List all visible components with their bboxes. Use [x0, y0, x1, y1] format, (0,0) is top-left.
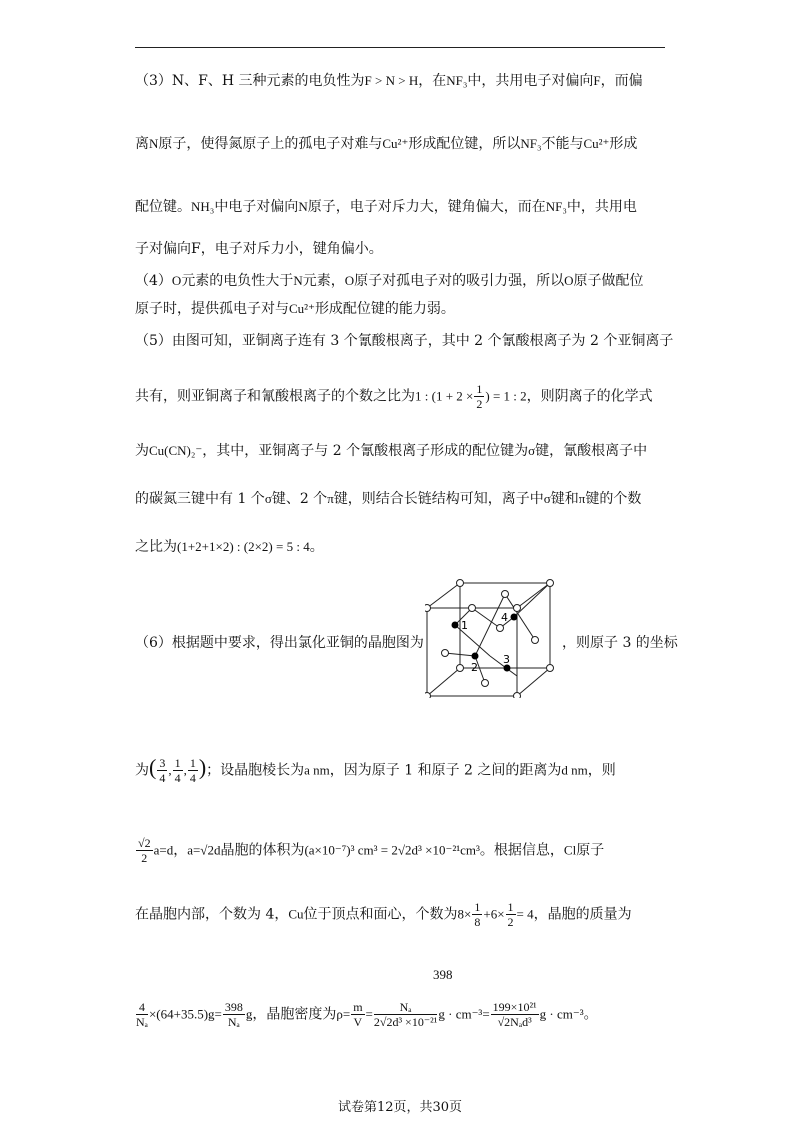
para5-line4: 的碳氮三键中有 1 个σ键、2 个π键，则结合长链结构可知，离子中σ键和π键的个数 [135, 491, 642, 507]
page-footer: 试卷第12页，共30页 [337, 1100, 463, 1115]
para6-line2: 为( $\frac{3}{4}$ , $\frac{1}{4}$ , $\frac{1}{4}$ )；设晶胞棱长为a nm，因为原子 1 和原子 2 之间的距离为d nm，则 [135, 754, 616, 785]
para4-line2: 原子时，提供孤电子对与Cu²⁺形成配位键的能力弱。 [135, 301, 455, 317]
para6-line5: $\frac{4}{\text{Nₐ}}$ ×(64+35.5)g= $\frac{398}{\text{Nₐ}}$ g，晶胞密度为ρ= $\frac{m}{V}$ = $\frac{\text{Nₐ}}{\text{2√2d³ ×10⁻²¹}}$ g · cm⁻³= $\frac{\text{199×10²¹}}{\text{√2Nₐd³}}$ g · cm⁻³。 [136, 1000, 598, 1029]
header-rule [135, 47, 665, 48]
atom-1 [452, 622, 459, 629]
atom-label-4: 4 [501, 611, 508, 624]
para5-line3: 为Cu(CN)₂⁻，其中，亚铜离子与 2 个氰酸根离子形成的配位键为σ键，氰酸根离子中 [135, 443, 648, 459]
atom-label-1: 1 [461, 619, 468, 632]
para5-line1: （5）由图可知，亚铜离子连有 3 个氰酸根离子，其中 2 个氰酸根离子为 2 个亚铜离子 [135, 333, 674, 349]
atom-4 [511, 614, 518, 621]
para6-line1a: （6）根据题中要求，得出氯化亚铜的晶胞图为 [135, 635, 424, 651]
atom-label-2: 2 [471, 661, 478, 674]
para3-line2: 离N原子，使得氮原子上的孤电子对难与Cu²⁺形成配位键，所以NF₃不能与Cu²⁺形成 [135, 136, 638, 152]
para3-line3: 配位键。NH₃中电子对偏向N原子，电子对斥力大，键角偏大，而在NF₃中，共用电 [135, 199, 637, 215]
atom-2 [472, 653, 479, 660]
density-top-number: 398 [433, 967, 453, 982]
para5-line5: 之比为(1+2+1×2) : (2×2) = 5 : 4。 [135, 539, 324, 555]
para6-line1b: ，则原子 3 的坐标 [562, 635, 678, 651]
para3-line4: 子对偏向F，电子对斥力小，键角偏小。 [135, 241, 383, 257]
para4-line1: （4）O元素的电负性大于N元素，O原子对孤电子对的吸引力强，所以O原子做配位 [135, 273, 644, 289]
atom-label-3: 3 [503, 653, 510, 666]
para5-line2: 共有，则亚铜离子和氰酸根离子的个数之比为1 : (1 + 2 × $\frac{1}{2}$ ) = 1 : 2，则阴离子的化学式 [135, 382, 653, 411]
para3-line1: （3）N、F、H 三种元素的电负性为F > N > H，在NF₃中，共用电子对偏向F，而偏 [135, 73, 643, 89]
para6-line4: 在晶胞内部，个数为 4，Cu位于顶点和面心，个数为8× $\frac{1}{8}$ +6× $\frac{1}{2}$ = 4，晶胞的质量为 [135, 900, 632, 929]
para6-line3: $\frac{√2}{2}$ a=d，a=√2d晶胞的体积为(a×10⁻⁷)³ cm³ = 2√2d³ ×10⁻²¹cm³。根据信息，Cl原子 [138, 836, 605, 865]
crystal-cell-diagram [425, 578, 557, 698]
unit-cell-svg [425, 578, 557, 698]
